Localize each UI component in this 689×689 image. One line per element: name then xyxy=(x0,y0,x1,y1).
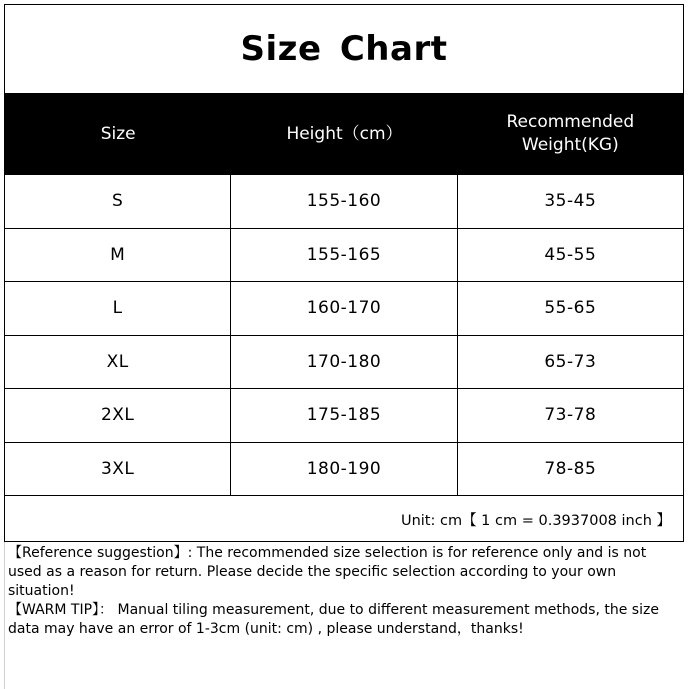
table-row xyxy=(5,229,683,283)
cell-size: 3XL xyxy=(5,443,231,496)
chart-title: Size Chart xyxy=(240,29,448,69)
table-row xyxy=(5,175,683,229)
table-row xyxy=(5,282,683,336)
header-height: Height（cm） xyxy=(286,123,403,144)
cell-weight: 45-55 xyxy=(544,244,597,265)
table-body xyxy=(5,175,683,496)
cell-size: 2XL xyxy=(5,389,231,442)
table-row xyxy=(5,389,683,443)
cell-weight: 55-65 xyxy=(544,298,597,319)
divider xyxy=(4,542,5,689)
cell-weight: 65-73 xyxy=(544,351,597,372)
warm-tip-note: 【WARM TIP】： Manual tiling measurement, due to different measurement methods, the size data may have an error of 1-3cm (unit: cm) , please understand，thanks! xyxy=(8,602,659,637)
cell-height: 170-180 xyxy=(231,336,457,389)
notes-section xyxy=(8,544,680,639)
cell-height: 155-160 xyxy=(231,175,457,228)
header-size: Size xyxy=(100,123,136,144)
cell-height: 160-170 xyxy=(231,282,457,335)
header-weight: Recommended Weight(KG) xyxy=(506,112,635,155)
cell-size: S xyxy=(5,175,231,228)
cell-weight: 73-78 xyxy=(544,405,597,426)
cell-weight: 78-85 xyxy=(544,458,597,479)
size-chart-table xyxy=(4,4,684,542)
cell-height: 180-190 xyxy=(231,443,457,496)
table-row xyxy=(5,443,683,497)
table-header xyxy=(5,93,683,175)
unit-note: Unit: cm【 1 cm = 0.3937008 inch 】 xyxy=(400,512,671,529)
cell-height: 175-185 xyxy=(231,389,457,442)
cell-size: XL xyxy=(5,336,231,389)
reference-note: 【Reference suggestion】: The recommended size selection is for reference only and is not used as a reason for return. Please decide the specific selection according to your own situation! xyxy=(8,545,647,599)
cell-weight: 35-45 xyxy=(544,191,597,212)
cell-height: 155-165 xyxy=(231,229,457,282)
table-row xyxy=(5,336,683,390)
cell-size: L xyxy=(5,282,231,335)
cell-size: M xyxy=(5,229,231,282)
